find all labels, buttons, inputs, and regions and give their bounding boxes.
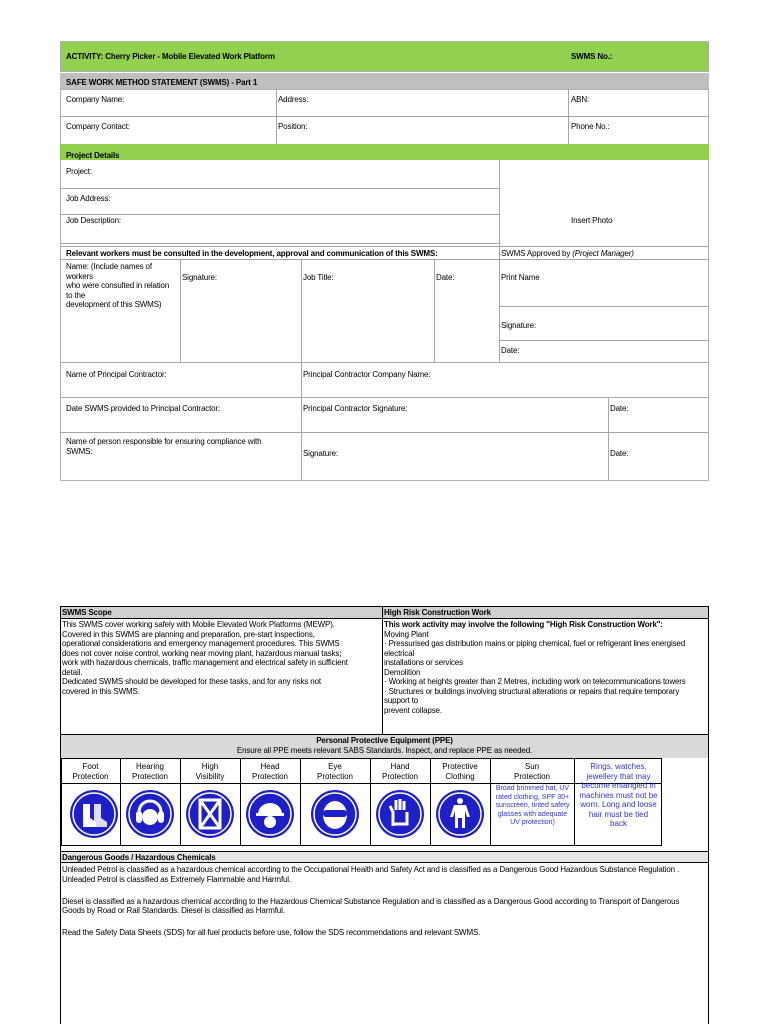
activity-title: ACTIVITY: Cherry Picker - Mobile Elevated Work Platform bbox=[66, 52, 275, 61]
project-details-heading: Project Details bbox=[66, 151, 120, 160]
position-label: Position: bbox=[278, 122, 308, 131]
approved-by-label: SWMS Approved by (Project Manager) bbox=[501, 249, 634, 258]
ppe-head-header: Head Protection bbox=[251, 762, 289, 781]
hrcw-heading: High Risk Construction Work bbox=[384, 608, 491, 617]
responsible-date-label: Date: bbox=[610, 449, 629, 458]
principal-contractor-label: Name of Principal Contractor: bbox=[66, 370, 167, 379]
scope-heading: SWMS Scope bbox=[62, 608, 112, 617]
hard-hat-icon bbox=[246, 790, 294, 838]
print-name-label: Print Name bbox=[501, 273, 540, 282]
ppe-title: Personal Protective Equipment (PPE) bbox=[316, 736, 453, 745]
approver-date-label: Date: bbox=[501, 346, 520, 355]
coveralls-icon bbox=[436, 790, 484, 838]
dg-text: Unleaded Petrol is classified as a hazardous chemical according to the Occupational Health and Safety Act and is classified as a Dangerous Good Hazardous Substance Regulation . Unleaded Petrol is classified as Extremely Flammable and Harmful. Diesel is classified as a hazardous chemical according to the Hazardous Chemical Substance Regulation and is classified as a Dangerous Good according to Transport of Dangerous Goods by Road or Rail Standards. Diesel is classified as Harmful. Read the Safety Data Sheets (SDS) for all fuel products before use, follow the SDS recommendations and relevant SWMS. bbox=[62, 865, 680, 937]
job-description-label: Job Description: bbox=[66, 216, 121, 225]
job-title-label: Job Title: bbox=[303, 273, 334, 282]
abn-label: ABN: bbox=[571, 95, 590, 104]
project-label: Project: bbox=[66, 167, 92, 176]
swms-no-label: SWMS No.: bbox=[571, 52, 613, 61]
pc-company-label: Principal Contractor Company Name: bbox=[303, 370, 431, 379]
ppe-sun-header: Sun Protection bbox=[513, 762, 551, 781]
part-title: SAFE WORK METHOD STATEMENT (SWMS) - Part 1 bbox=[66, 78, 258, 87]
ppe-visibility-header: High Visibility bbox=[195, 762, 225, 781]
ppe-foot-header: Foot Protection bbox=[72, 762, 109, 781]
hrcw-text: This work activity may involve the following "High Risk Construction Work": Moving Plant · Pressurised gas distribution mains or piping chemical, fuel or refrigerant lines energised electrical installations or services Demolition · Working at heights greater than 2 Metres, including work on telecommunications towers · Structures or buildings involving structural alterations or repairs that require temporary support to prevent collapse. bbox=[384, 620, 686, 715]
approver-signature-label: Signature: bbox=[501, 321, 536, 330]
name-include-label: Name: (Include names of workers who were consulted in relation to the development of this SWMS) bbox=[66, 262, 170, 309]
company-name-label: Company Name: bbox=[66, 95, 125, 104]
consult-date-label: Date: bbox=[436, 273, 455, 282]
scope-text: This SWMS cover working safely with Mobile Elevated Work Platforms (MEWP). Covered in this SWMS are planning and preparation, pre-start inspections, operational considerations and emergency management procedures. This SWMS does not cover noise control, working near moving plant, hazardous manual tasks; work with hazardous chemicals, traffic management and electrical safety in sufficient detail. Dedicated SWMS should be developed for these tasks, and for any risks not covered in this SWMS. bbox=[62, 620, 348, 696]
jewellery-note: Rings, watches, jewellery that may become entangled in machines must not be worn. Long and loose hair must be tied back bbox=[579, 762, 658, 828]
job-address-label: Job Address: bbox=[66, 194, 111, 203]
ppe-hearing-header: Hearing Protection bbox=[131, 762, 169, 781]
insert-photo-placeholder: Insert Photo bbox=[571, 216, 613, 225]
address-label: Address: bbox=[278, 95, 309, 104]
pc-date-label: Date: bbox=[610, 404, 629, 413]
ppe-clothing-header: Protective Clothing bbox=[442, 762, 478, 781]
hi-vis-vest-icon bbox=[186, 790, 234, 838]
sun-protection-note: Broad brimmed hat, UV rated clothing, SPF 30+ sunscreen, tinted safety glasses with adequate UV protection) bbox=[495, 785, 570, 826]
date-provided-label: Date SWMS provided to Principal Contractor: bbox=[66, 404, 221, 413]
safety-glasses-icon bbox=[311, 790, 359, 838]
project-details-bar bbox=[60, 144, 709, 160]
responsible-signature-label: Signature: bbox=[303, 449, 338, 458]
ear-muffs-icon bbox=[126, 790, 174, 838]
ppe-hand-header: Hand Protection bbox=[381, 762, 419, 781]
boots-icon bbox=[70, 790, 118, 838]
ppe-eye-header: Eye Protection bbox=[316, 762, 354, 781]
gloves-icon bbox=[376, 790, 424, 838]
consult-signature-label: Signature: bbox=[182, 273, 217, 282]
responsible-label: Name of person responsible for ensuring compliance with SWMS: bbox=[66, 437, 262, 456]
company-contact-label: Company Contact: bbox=[66, 122, 130, 131]
consult-heading: Relevant workers must be consulted in the development, approval and communication of this SWMS: bbox=[66, 249, 438, 258]
phone-label: Phone No.: bbox=[571, 122, 610, 131]
dg-heading: Dangerous Goods / Hazardous Chemicals bbox=[62, 853, 216, 862]
ppe-subtitle: Ensure all PPE meets relevant SABS Standards. Inspect, and replace PPE as needed. bbox=[236, 746, 533, 755]
pc-signature-label: Principal Contractor Signature: bbox=[303, 404, 408, 413]
